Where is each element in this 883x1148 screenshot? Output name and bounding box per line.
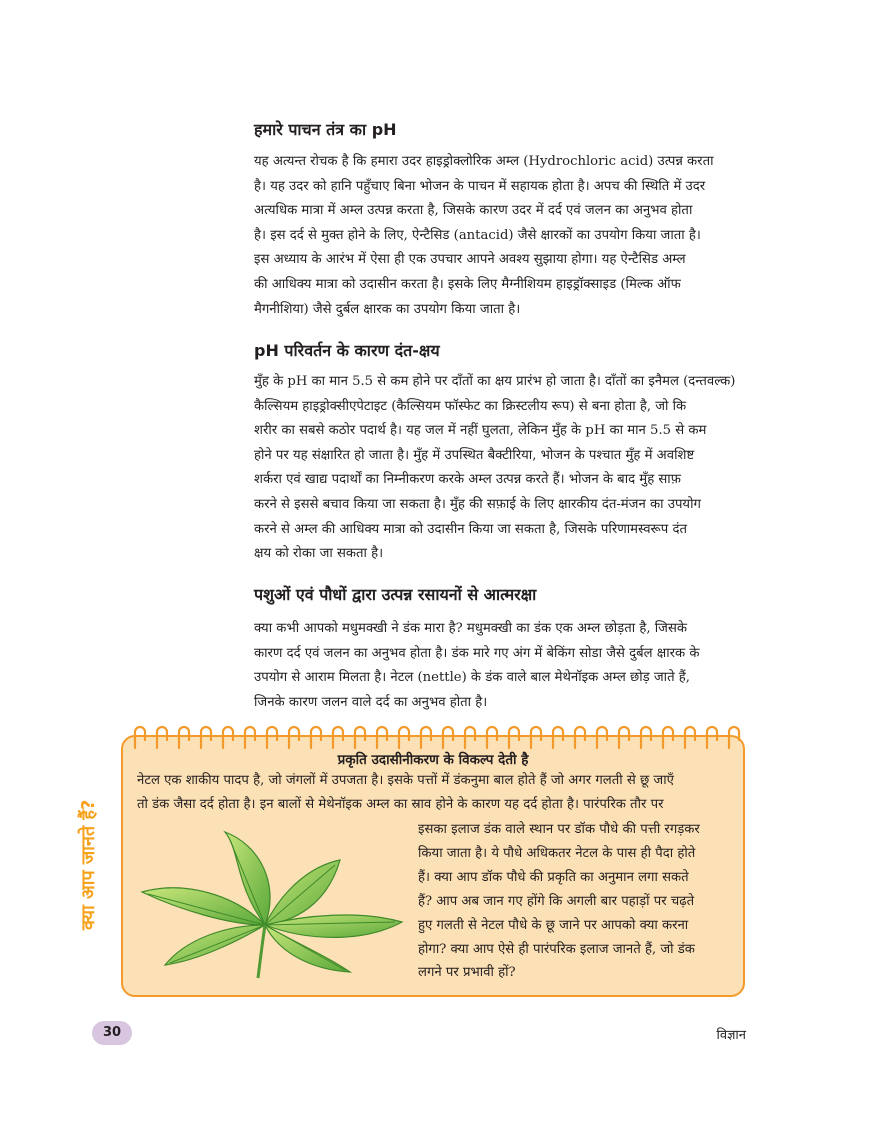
text-line: जिनके कारण जलन वाले दर्द का अनुभव होता है। [254,694,488,710]
text-line: अत्यधिक मात्रा में अम्ल उत्पन्न करता है, जिसके कारण उदर में दर्द एवं जलन का अनुभव होता [254,203,693,219]
text-line: इस अध्याय के आरंभ में ऐसा ही एक उपचार आपने अवश्य सुझाया होगा। यह ऐन्टैसिड अम्ल [254,252,686,268]
text-line: इसका इलाज डंक वाले स्थान पर डॉक पौधे की पत्ती रगड़कर [418,822,700,837]
text-line: कारण दर्द एवं जलन का अनुभव होता है। डंक मारे गए अंग में बेकिंग सोडा जैसे दुर्बल क्षारक के [254,645,700,661]
text-line: होने पर यह संक्षारित हो जाता है। मुँह में उपस्थित बैक्टीरिया, भोजन के पश्चात मुँह में अवशिष्ट [254,447,695,463]
paragraph-digestion-ph [254,150,746,322]
text-line: की आधिक्य मात्रा को उदासीन करता है। इसके लिए मैग्नीशियम हाइड्रॉक्साइड (मिल्क ऑफ [254,276,681,292]
text-line: शरीर का सबसे कठोर पदार्थ है। यह जल में नहीं घुलता, लेकिन मुँह के pH का मान 5.5 से कम [254,423,707,439]
page-number-badge: 30 [92,1021,132,1045]
text-line: कैल्सियम हाइड्रोक्सीएपेटाइट (कैल्सियम फॉस्फेट का क्रिस्टलीय रूप) से बना होता है, जो कि [254,398,687,414]
text-line: मुँह के pH का मान 5.5 से कम होने पर दाँतों का क्षय प्रारंभ हो जाता है। दाँतों का इनैमल (दन्तवल्क) [254,374,736,389]
text-line: क्षय को रोका जा सकता है। [254,546,384,562]
text-line: उपयोग से आराम मिलता है। नेटल (nettle) के डंक वाले बाल मेथेनॉइक अम्ल छोड़ जाते हैं, [254,670,690,686]
did-you-know-label: क्या आप जानते हैं? [78,799,99,930]
text-line: होगा? क्या आप ऐसे ही पारंपरिक इलाज जानते हैं, जो डंक [418,941,695,957]
section-heading-digestion-ph: हमारे पाचन तंत्र का pH [254,120,397,139]
text-line: हुए गलती से नेटल पौधे के छू जाने पर आपको क्या करना [418,917,689,933]
text-line: किया जाता है। ये पौधे अधिकतर नेटल के पास ही पैदा होते [418,845,696,861]
text-line: क्या कभी आपको मधुमक्खी ने डंक मारा है? मधुमक्खी का डंक एक अम्ल छोड़ता है, जिसके [254,621,687,636]
box-paragraph-top [137,769,737,817]
text-line: यह अत्यन्त रोचक है कि हमारा उदर हाइड्रोक्लोरिक अम्ल (Hydrochloric acid) उत्पन्न करता [254,154,714,169]
text-line: हैं। क्या आप डॉक पौधे की प्रकृति का अनुमान लगा सकते [418,869,689,885]
text-line: है। यह उदर को हानि पहुँचाए बिना भोजन के पाचन में सहायक होता है। अपच की स्थिति में उदर [254,178,706,194]
book-title: विज्ञान [716,1028,746,1043]
paragraph-tooth-decay [254,370,746,567]
box-paragraph-side [418,818,736,985]
text-line: मैगनीशिया) जैसे दुर्बल क्षारक का उपयोग किया जाता है। [254,301,521,317]
text-line: नेटल एक शाकीय पादप है, जो जंगलों में उपजता है। इसके पत्तों में डंकनुमा बाल होते हैं जो अगर गलती से छू जाएँ [137,773,674,788]
box-title: प्रकृति उदासीनीकरण के विकल्प देती है [337,752,529,768]
section-heading-self-defence: पशुओं एवं पौधों द्वारा उत्पन्न रसायनों से आत्मरक्षा [254,585,537,604]
text-line: हैं? आप अब जान गए होंगे कि अगली बार पहाड़ों पर चढ़ते [418,893,695,909]
text-line: तो डंक जैसा दर्द होता है। इन बालों से मेथेनॉइक अम्ल का स्राव होने के कारण यह दर्द होता है। पारंपरिक तौर पर [137,796,664,812]
section-heading-tooth-decay: pH परिवर्तन के कारण दंत-क्षय [254,341,440,360]
text-line: शर्करा एवं खाद्य पदार्थों का निम्नीकरण करके अम्ल उत्पन्न करते हैं। भोजन के बाद मुँह साफ़ [254,472,681,488]
text-line: करने से अम्ल की आधिक्य मात्रा को उदासीन किया जा सकता है, जिसके परिणामस्वरूप दंत [254,521,687,537]
notebook-spiral-icon [131,722,741,750]
paragraph-self-defence [254,617,746,715]
text-line: लगने पर प्रभावी हों? [418,965,516,981]
nettle-leaf-icon [140,830,405,980]
text-line: है। इस दर्द से मुक्त होने के लिए, ऐन्टैसिड (antacid) जैसे क्षारकों का उपयोग किया जाता है। [254,227,701,243]
text-line: करने से इससे बचाव किया जा सकता है। मुँह की सफ़ाई के लिए क्षारकीय दंत-मंजन का उपयोग [254,496,701,512]
